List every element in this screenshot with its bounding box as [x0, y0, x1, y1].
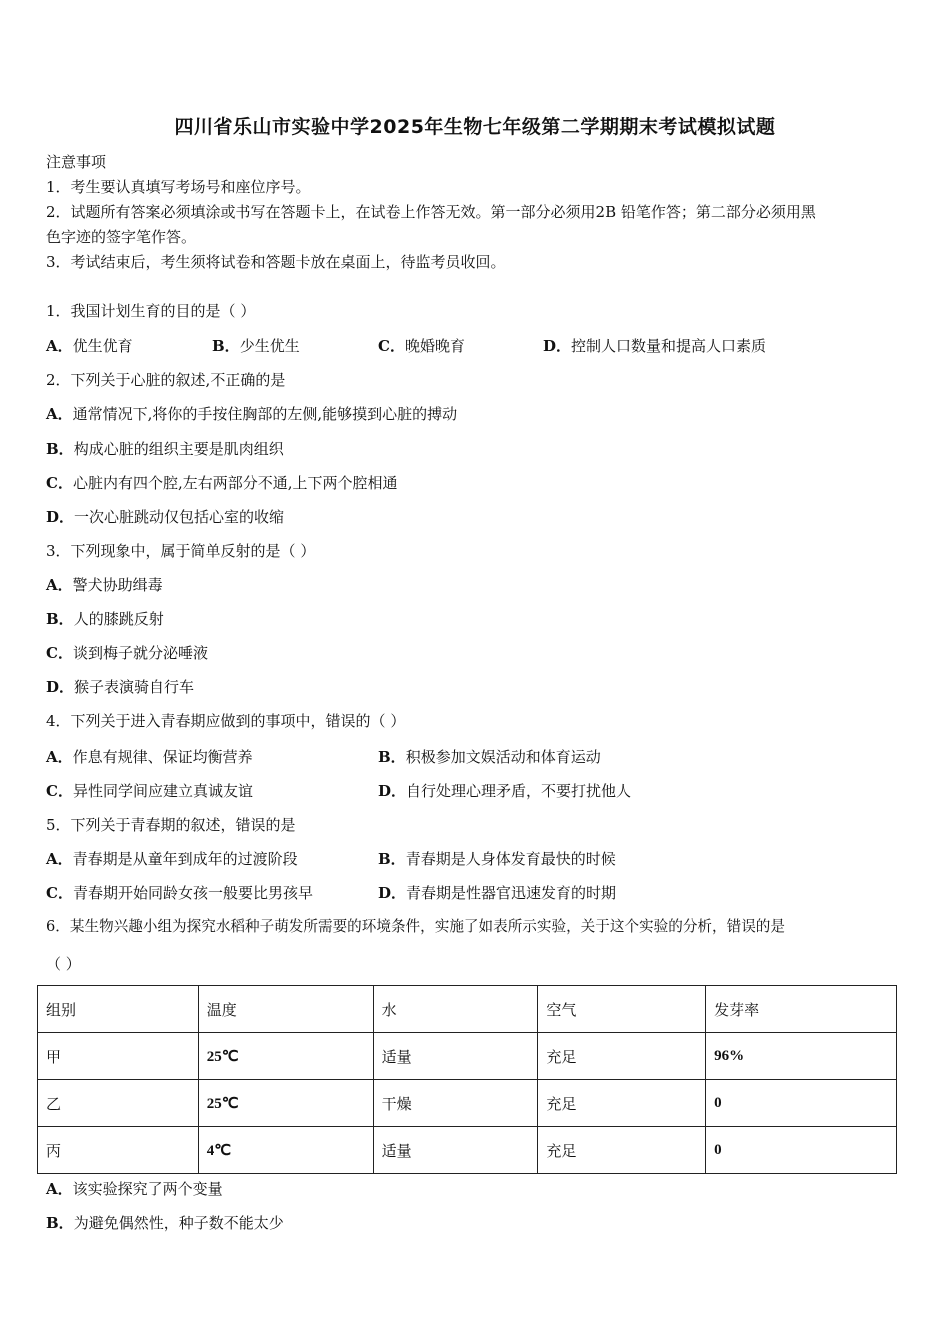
notice-item: 2．试题所有答案必须填涂或书写在答题卡上，在试卷上作答无效。第一部分必须用2B 铅笔作答；第二部分必须用黑 [46, 203, 816, 221]
table-header-row [38, 986, 897, 1033]
table-cell: 0 [706, 1127, 897, 1174]
table-header-cell: 组别 [38, 986, 199, 1033]
question-stem-1: 1．我国计划生育的目的是（ ） [46, 302, 256, 320]
option-4b: B．积极参加文娱活动和体育运动 [378, 748, 601, 766]
table-cell: 25℃ [198, 1080, 373, 1127]
notice-item: 色字迹的签字笔作答。 [46, 228, 197, 246]
table-header-cell: 发芽率 [706, 986, 897, 1033]
notice-item: 1．考生要认真填写考场号和座位序号。 [46, 178, 311, 196]
table-row [38, 1080, 897, 1127]
option-3b: B．人的膝跳反射 [46, 610, 164, 628]
option-4a: A．作息有规律、保证均衡营养 [46, 748, 253, 766]
table-header-cell: 空气 [538, 986, 706, 1033]
table-header-cell: 水 [373, 986, 538, 1033]
option-3c: C．谈到梅子就分泌唾液 [46, 644, 208, 662]
option-2d: D．一次心脏跳动仅包括心室的收缩 [46, 508, 285, 526]
notice-heading: 注意事项 [46, 153, 107, 171]
option-1d: D．控制人口数量和提高人口素质 [543, 337, 767, 355]
table-cell: 充足 [538, 1080, 706, 1127]
option-1a: A．优生优育 [46, 337, 133, 355]
table-cell: 乙 [38, 1080, 199, 1127]
table-cell: 0 [706, 1080, 897, 1127]
option-2a: A．通常情况下,将你的手按住胸部的左侧,能够摸到心脏的搏动 [46, 405, 458, 423]
option-5d: D．青春期是性器官迅速发育的时期 [378, 884, 617, 902]
question-stem-2: 2．下列关于心脏的叙述,不正确的是 [46, 371, 286, 389]
option-4c: C．异性同学间应建立真诚友谊 [46, 782, 253, 800]
question-stem-6-cont: （ ） [46, 955, 81, 973]
question-stem-3: 3．下列现象中，属于简单反射的是（ ） [46, 542, 316, 560]
question-stem-5: 5．下列关于青春期的叙述，错误的是 [46, 816, 296, 834]
option-1b: B．少生优生 [212, 337, 300, 355]
option-4d: D．自行处理心理矛盾，不要打扰他人 [378, 782, 632, 800]
option-5b: B．青春期是人身体发育最快的时候 [378, 850, 616, 868]
table-cell: 丙 [38, 1127, 199, 1174]
table-row [38, 1033, 897, 1080]
table-cell: 适量 [373, 1033, 538, 1080]
table-row [38, 1127, 897, 1174]
option-5a: A．青春期是从童年到成年的过渡阶段 [46, 850, 298, 868]
option-1c: C．晚婚晚育 [378, 337, 465, 355]
table-cell: 4℃ [198, 1127, 373, 1174]
table-cell: 充足 [538, 1033, 706, 1080]
experiment-table [37, 985, 897, 1174]
option-2b: B．构成心脏的组织主要是肌肉组织 [46, 440, 284, 458]
option-2c: C．心脏内有四个腔,左右两部分不通,上下两个腔相通 [46, 474, 398, 492]
table-cell: 干燥 [373, 1080, 538, 1127]
page-title: 四川省乐山市实验中学2025年生物七年级第二学期期末考试模拟试题 [174, 116, 776, 138]
table-cell: 96% [706, 1033, 897, 1080]
option-6b: B．为避免偶然性，种子数不能太少 [46, 1214, 284, 1232]
table-cell: 甲 [38, 1033, 199, 1080]
table-cell: 25℃ [198, 1033, 373, 1080]
table-cell: 适量 [373, 1127, 538, 1174]
notice-item: 3．考试结束后，考生须将试卷和答题卡放在桌面上，待监考员收回。 [46, 253, 506, 271]
option-6a: A．该实验探究了两个变量 [46, 1180, 223, 1198]
table-cell: 充足 [538, 1127, 706, 1174]
option-3d: D．猴子表演骑自行车 [46, 678, 195, 696]
question-stem-4: 4．下列关于进入青春期应做到的事项中，错误的（ ） [46, 712, 406, 730]
question-stem-6: 6．某生物兴趣小组为探究水稻种子萌发所需要的环境条件，实施了如表所示实验，关于这个实验的分析，错误的是 [46, 918, 785, 935]
option-5c: C．青春期开始同龄女孩一般要比男孩早 [46, 884, 313, 902]
option-3a: A．警犬协助缉毒 [46, 576, 163, 594]
table-header-cell: 温度 [198, 986, 373, 1033]
